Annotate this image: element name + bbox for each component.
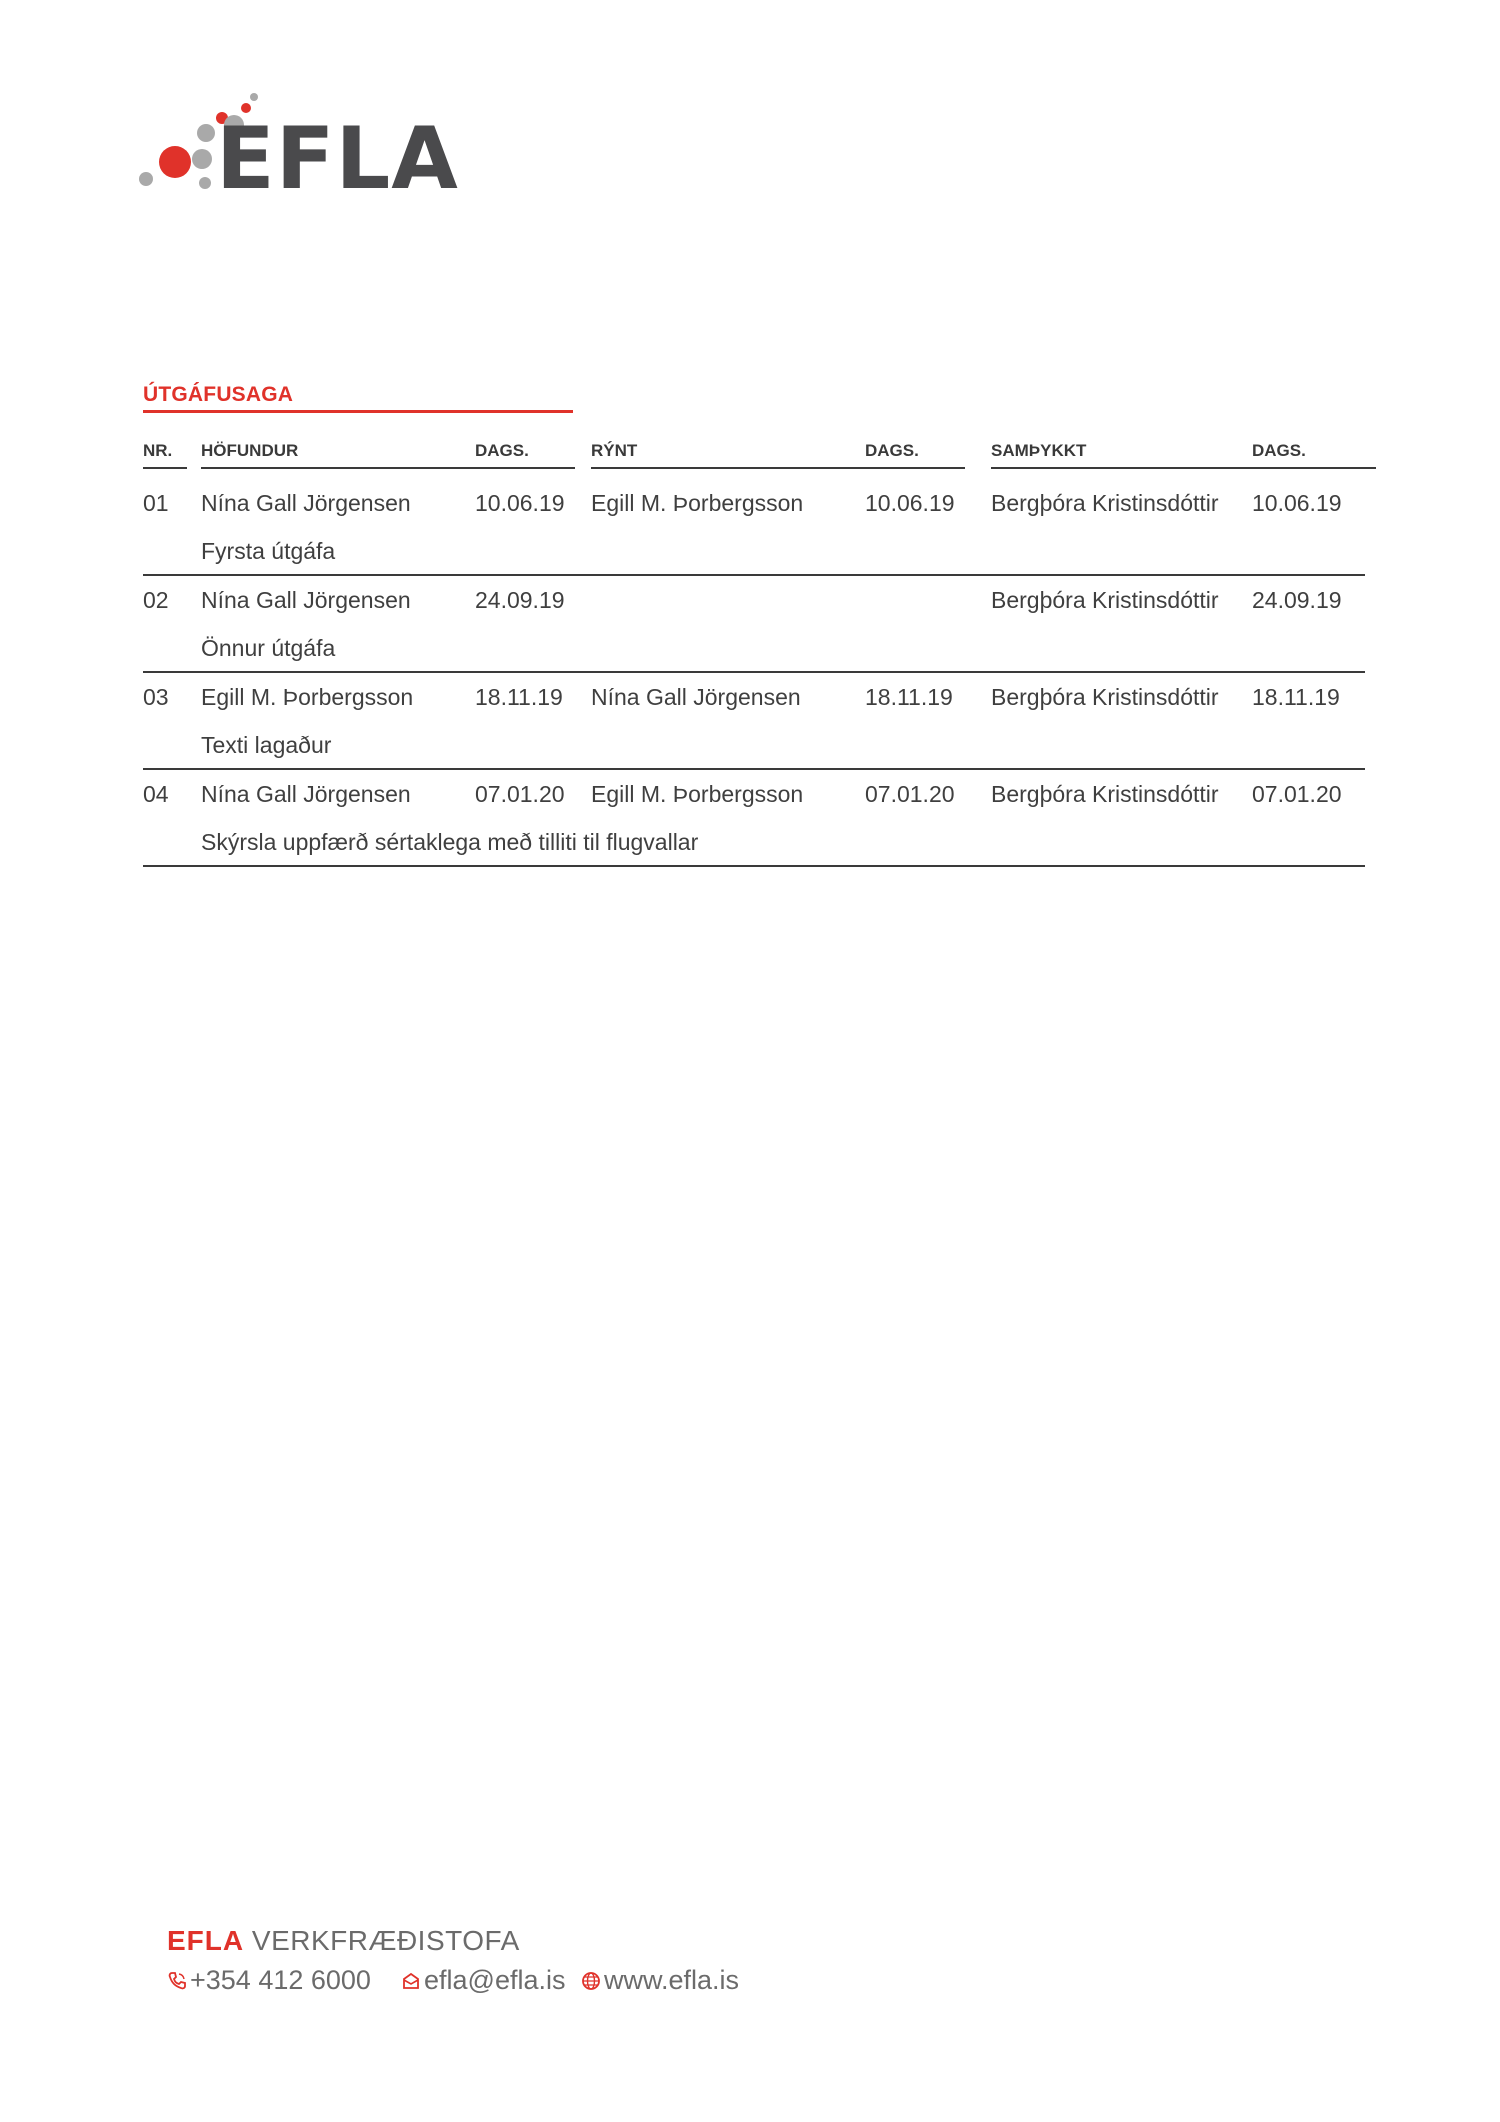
logo-wordmark: EFLA xyxy=(216,109,459,194)
row-reviewed: Nína Gall Jörgensen xyxy=(591,684,801,710)
footer-website[interactable] xyxy=(581,1965,739,1996)
row-reviewed: Egill M. Þorbergsson xyxy=(591,490,804,516)
row-approved: Bergþóra Kristinsdóttir xyxy=(991,684,1219,710)
header-approved: SAMÞYKKT xyxy=(991,441,1376,469)
row-note: Texti lagaður xyxy=(201,732,332,758)
footer-phone[interactable] xyxy=(167,1965,371,1996)
row-number: 03 xyxy=(143,684,169,710)
row-approved-date: 18.11.19 xyxy=(1252,684,1340,710)
row-divider xyxy=(143,768,1365,770)
row-author: Egill M. Þorbergsson xyxy=(201,684,414,710)
row-note: Fyrsta útgáfa xyxy=(201,538,336,564)
row-author: Nína Gall Jörgensen xyxy=(201,490,411,516)
row-note: Skýrsla uppfærð sértaklega með tilliti til flugvallar xyxy=(201,829,699,855)
envelope-icon xyxy=(401,1971,421,1991)
row-number: 04 xyxy=(143,781,169,807)
row-approved: Bergþóra Kristinsdóttir xyxy=(991,490,1219,516)
row-author-date: 10.06.19 xyxy=(475,490,565,516)
row-note: Önnur útgáfa xyxy=(201,635,336,661)
row-approved: Bergþóra Kristinsdóttir xyxy=(991,587,1219,613)
row-reviewed: Egill M. Þorbergsson xyxy=(591,781,804,807)
row-number: 01 xyxy=(143,490,169,516)
row-approved-date: 24.09.19 xyxy=(1252,587,1342,613)
header-author-date: DAGS. xyxy=(475,441,529,460)
footer-email[interactable] xyxy=(401,1965,565,1996)
row-number: 02 xyxy=(143,587,169,613)
row-author: Nína Gall Jörgensen xyxy=(201,587,411,613)
row-author-date: 24.09.19 xyxy=(475,587,565,613)
row-approved-date: 07.01.20 xyxy=(1252,781,1342,807)
footer-company: VERKFRÆÐISTOFA xyxy=(251,1925,520,1956)
row-author-date: 18.11.19 xyxy=(475,684,563,710)
efla-logo xyxy=(138,84,468,194)
row-reviewed-date: 18.11.19 xyxy=(865,684,953,710)
footer-brand xyxy=(167,1925,520,1957)
globe-icon xyxy=(581,1971,601,1991)
row-reviewed-date: 10.06.19 xyxy=(865,490,955,516)
row-divider xyxy=(143,574,1365,576)
header-nr: NR. xyxy=(143,441,187,469)
footer-phone-text: +354 412 6000 xyxy=(190,1965,371,1995)
section-title-underline xyxy=(143,410,573,413)
row-reviewed-date: 07.01.20 xyxy=(865,781,955,807)
phone-icon xyxy=(167,1971,187,1991)
footer-email-text: efla@efla.is xyxy=(424,1965,566,1995)
row-divider xyxy=(143,865,1365,867)
footer-brand-name: EFLA xyxy=(167,1925,245,1956)
section-title: ÚTGÁFUSAGA xyxy=(143,383,294,406)
header-author: HÖFUNDUR xyxy=(201,441,575,469)
footer-website-text: www.efla.is xyxy=(604,1965,740,1995)
row-approved-date: 10.06.19 xyxy=(1252,490,1342,516)
header-reviewed-date: DAGS. xyxy=(865,441,919,460)
row-divider xyxy=(143,671,1365,673)
row-author-date: 07.01.20 xyxy=(475,781,565,807)
header-approved-date: DAGS. xyxy=(1252,441,1306,460)
header-reviewed: RÝNT xyxy=(591,441,965,469)
row-approved: Bergþóra Kristinsdóttir xyxy=(991,781,1219,807)
row-author: Nína Gall Jörgensen xyxy=(201,781,411,807)
